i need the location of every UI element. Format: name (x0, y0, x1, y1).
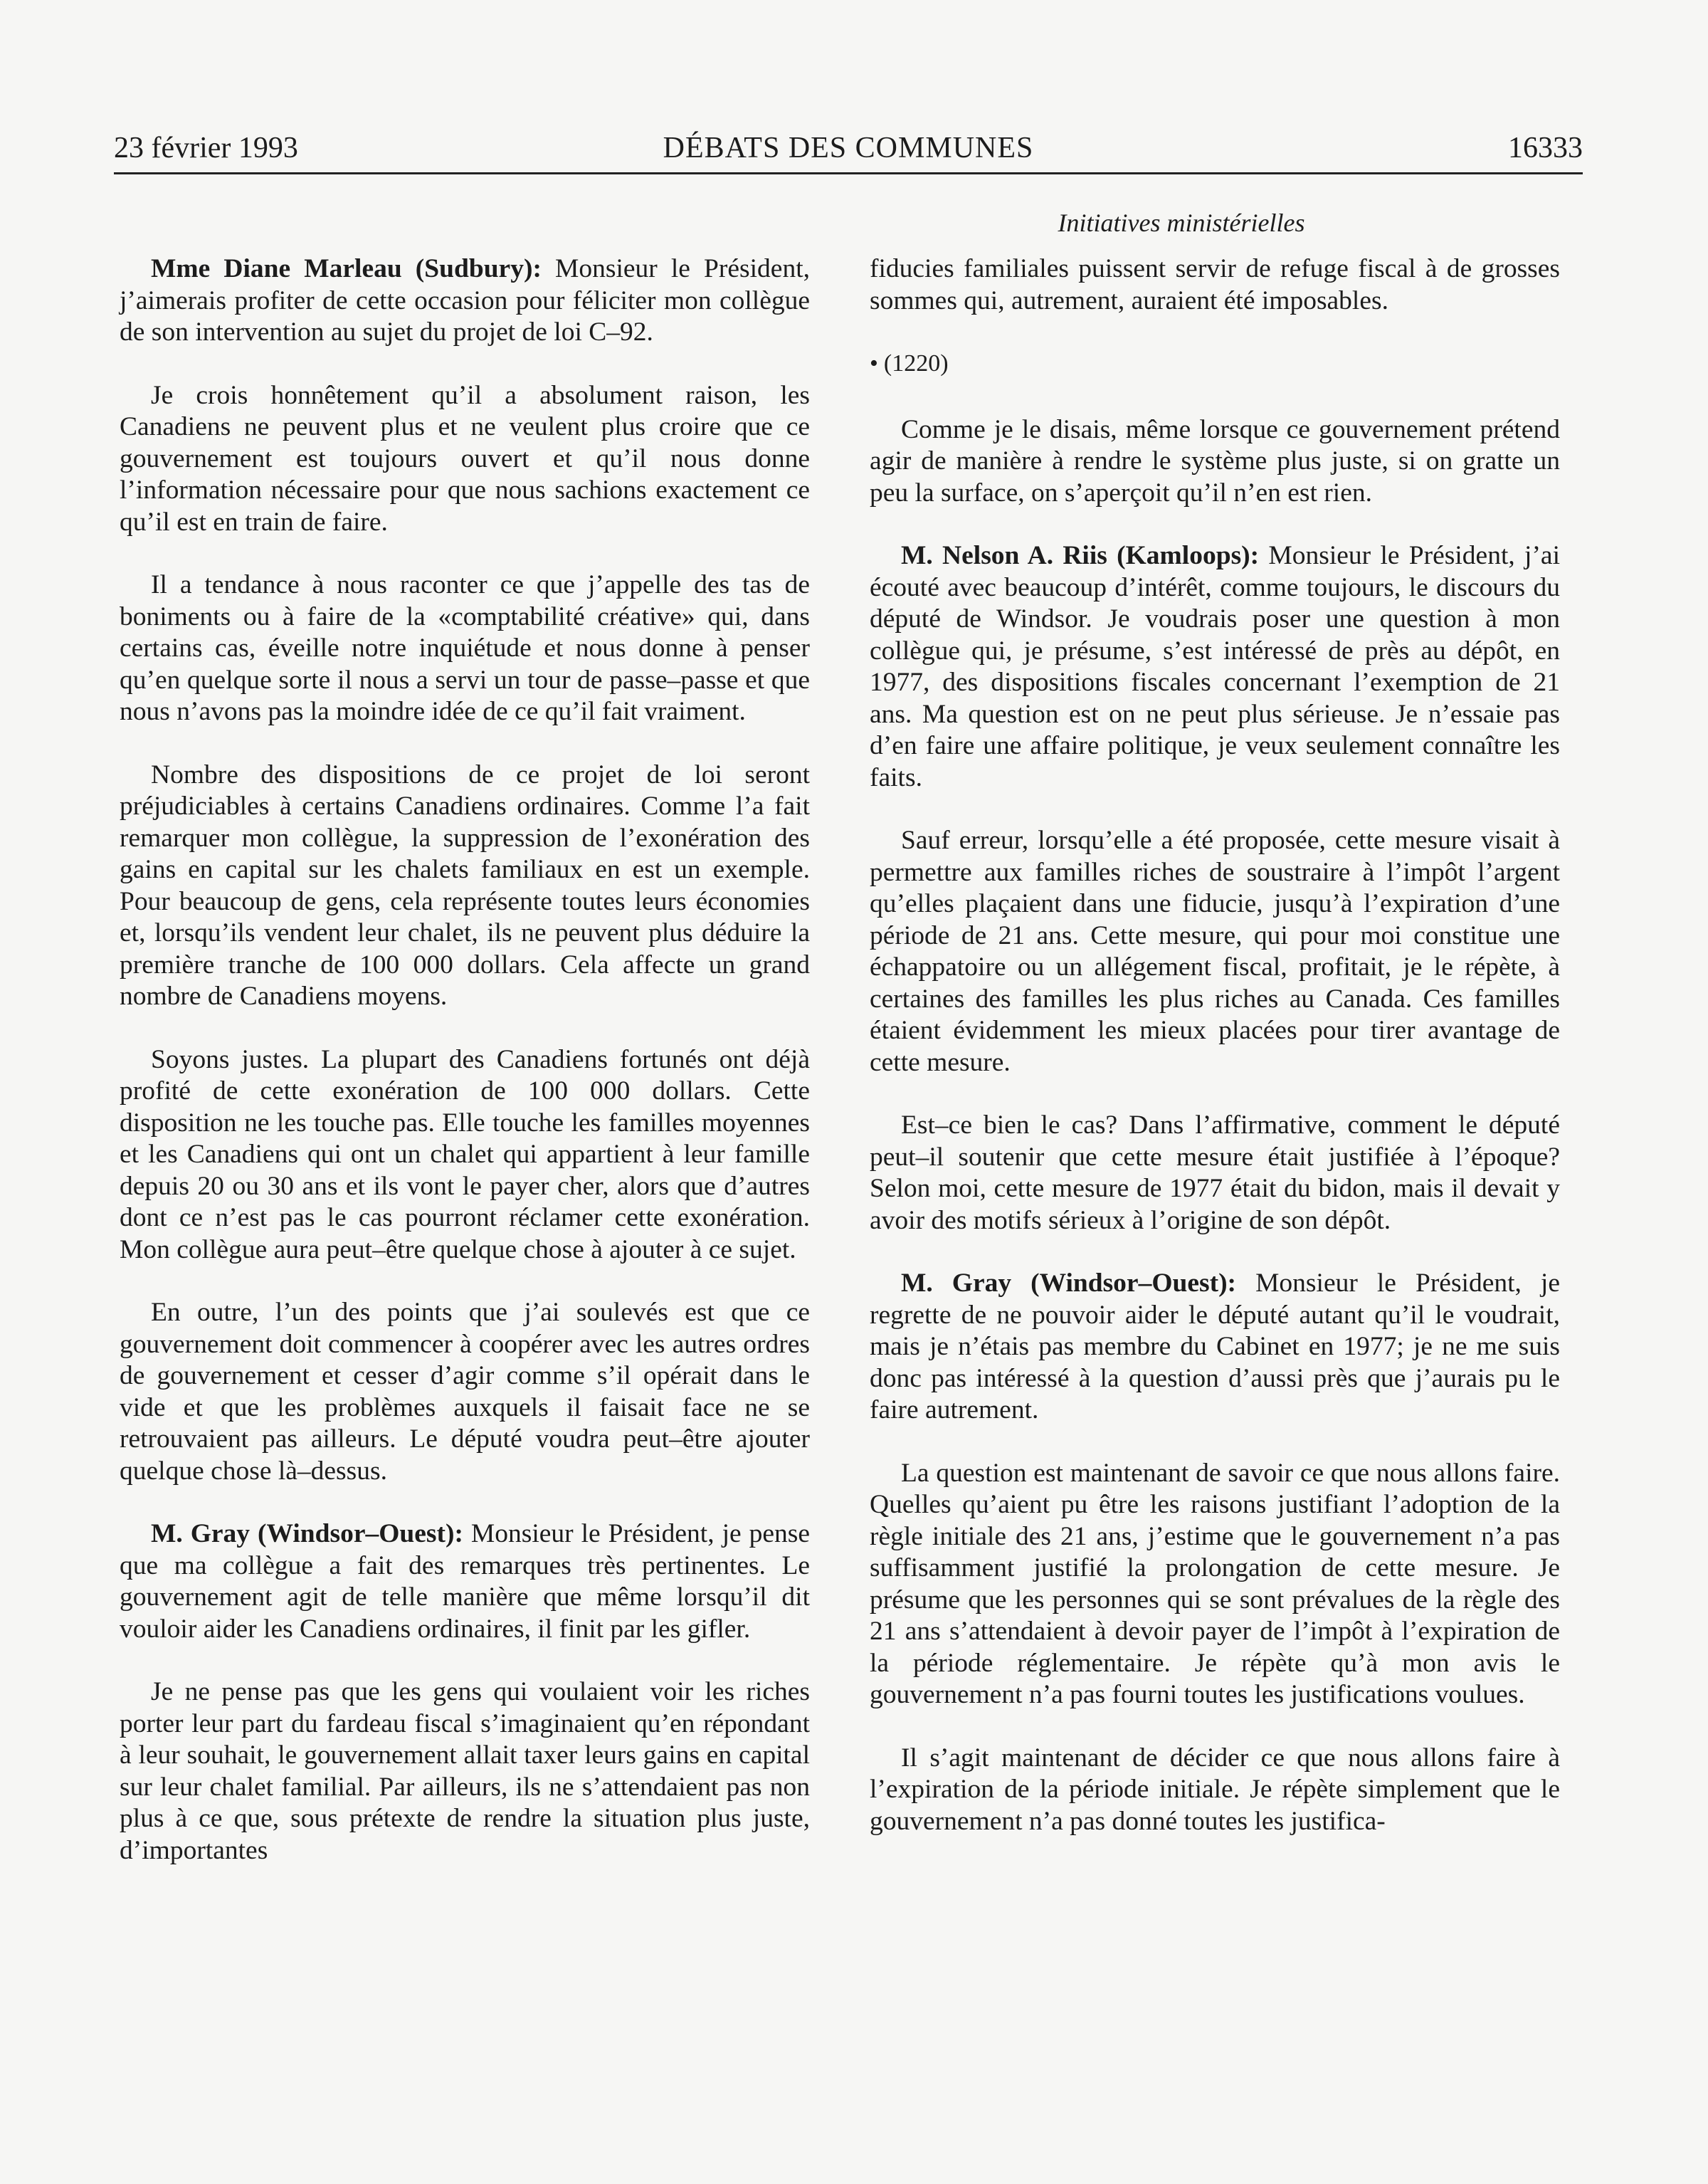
speaker-name: M. Gray (Windsor–Ouest): (901, 1269, 1237, 1298)
paragraph (870, 1268, 1560, 1427)
paragraph-text: Monsieur le Président, j’ai écouté avec beaucoup d’intérêt, comme toujours, le discours du député de Windsor. Je voudrais poser une question à mon collègue qui, je présume, s’est intéressé de près au dépôt, en 1977, des dispositions fiscales concernant l’exemption de 21 ans. Ma question est on ne peut plus sérieuse. Je n’essaie pas d’en faire une affaire politique, je veux seulement connaître les faits. (870, 541, 1560, 792)
left-column (120, 253, 810, 1898)
paragraph: Comme je le disais, même lorsque ce gouvernement prétend agir de manière à rendre le système plus juste, si on gratte un peu la surface, on s’aperçoit qu’il n’en est rien. (870, 414, 1560, 508)
paragraph: Il a tendance à nous raconter ce que j’appelle des tas de boniments ou à faire de la «comptabilité créative» qui, dans certains cas, éveille notre inquiétude et nous donne à penser qu’en quelque sorte il nous a servi un tour de passe–passe et que nous n’avons pas la moindre idée de ce qu’il fait vraiment. (120, 570, 810, 726)
paragraph: La question est maintenant de savoir ce que nous allons faire. Quelles qu’aient pu être les raisons justifiant l’adoption de la règle initiale des 21 ans, j’estime que le gouvernement n’a pas suffisamment justifié la prolongation de cette mesure. Je présume que les personnes qui se sont prévalues de la règle des 21 ans s’attendaient à devoir payer de l’impôt à l’expiration de la période réglementaire. Je répète qu’à mon avis le gouvernement n’a pas fourni toutes les justifications voulues. (870, 1458, 1560, 1709)
speaker-name: M. Nelson A. Riis (Kamloops): (901, 541, 1260, 570)
paragraph (120, 1518, 810, 1645)
speaker-name: Mme Diane Marleau (Sudbury): (151, 254, 542, 283)
right-column (870, 253, 1560, 1869)
bullet-icon: • (870, 350, 878, 377)
paragraph: Je crois honnêtement qu’il a absolument raison, les Canadiens ne peuvent plus et ne veulent plus croire que ce gouvernement est toujours ouvert et qu’il nous donne l’information nécessaire pour que nous sachions exactement ce qu’il est en train de faire. (120, 380, 810, 537)
paragraph: En outre, l’un des points que j’ai soulevés est que ce gouvernement doit commencer à coopérer avec les autres ordres de gouvernement et cesser d’agir comme s’il opérait dans le vide et que les problèmes auxquels il faisait face ne se retrouvaient pas ailleurs. Le député voudra peut–être ajouter quelque chose là–dessus. (120, 1298, 810, 1486)
paragraph-text: Monsieur le Président, je pense que ma collègue a fait des remarques très pertinentes. Le gouvernement agit de telle manière que même lorsqu’il dit vouloir aider les Canadiens ordinaires, il finit par les gifler. (120, 1519, 810, 1644)
publication-title: DÉBATS DES COMMUNES (663, 132, 1034, 164)
paragraph (870, 540, 1560, 794)
paragraph: Il s’agit maintenant de décider ce que nous allons faire à l’expiration de la période initiale. Je répète simplement que le gouvernement n’a pas donné toutes les justifica- (870, 1743, 1560, 1836)
paragraph-text: Monsieur le Président, je regrette de ne pouvoir aider le député autant qu’il le voudrait, mais je n’étais pas membre du Cabinet en 1977; je ne me suis donc pas intéressé à la question d’aussi près que j’aurais pu le faire autrement. (870, 1269, 1560, 1424)
header-date: 23 février 1993 (114, 132, 298, 164)
timestamp-text: (1220) (883, 350, 949, 377)
paragraph: Soyons justes. La plupart des Canadiens fortunés ont déjà profité de cette exonération de 100 000 dollars. Cette disposition ne les touche pas. Elle touche les familles moyennes et les Canadiens qui ont un chalet qui appartient à leur famille depuis 20 ou 30 ans et ils vont le payer cher, alors que d’autres dont ce n’est pas le cas pourront réclamer cette exonération. Mon collègue aura peut–être quelque chose à ajouter à ce sujet. (120, 1044, 810, 1264)
paragraph: Je ne pense pas que les gens qui voulaient voir les riches porter leur part du fardeau fiscal s’imaginaient qu’en répondant à leur souhait, le gouvernement allait taxer leurs gains en capital sur leur chalet familial. Par ailleurs, ils ne s’attendaient pas non plus à ce que, sous prétexte de rendre la situation plus juste, d’importantes (120, 1677, 810, 1865)
paragraph-text: Monsieur le Président, j’aimerais profiter de cette occasion pour féliciter mon collègue de son intervention au sujet du projet de loi C–92. (120, 254, 810, 347)
paragraph: Est–ce bien le cas? Dans l’affirmative, comment le député peut–il soutenir que cette mesure était justifiée à l’époque? Selon moi, cette mesure de 1977 était du bidon, mais il devait y avoir des motifs sérieux à l’origine de son dépôt. (870, 1111, 1560, 1235)
paragraph (120, 253, 810, 349)
paragraph: Nombre des dispositions de ce projet de loi seront préjudiciables à certains Canadiens ordinaires. Comme l’a fait remarquer mon collègue, la suppression de l’exonération des gains en capital sur les chalets familiaux en est un exemple. Pour beaucoup de gens, cela représente toutes leurs économies et, lorsqu’ils vendent leur chalet, ils ne peuvent plus déduire la première tranche de 100 000 dollars. Cela affecte un grand nombre de Canadiens moyens. (120, 760, 810, 1011)
timestamp (870, 348, 1560, 380)
paragraph-continuation: fiducies familiales puissent servir de refuge fiscal à de grosses sommes qui, autrement, auraient été imposables. (870, 254, 1560, 315)
paragraph: Sauf erreur, lorsqu’elle a été proposée, cette mesure visait à permettre aux familles riches de soustraire à l’impôt l’argent qu’elles plaçaient dans une fiducie, jusqu’à l’expiration d’une période de 21 ans. Cette mesure, qui pour moi constitue une échappatoire ou un allégement fiscal, profitait, je le répète, à certaines des familles les plus riches au Canada. Ces familles étaient évidemment les mieux placées pour tirer avantage de cette mesure. (870, 826, 1560, 1077)
page-header (114, 128, 1583, 168)
page-number: 16333 (1508, 132, 1583, 164)
speaker-name: M. Gray (Windsor–Ouest): (151, 1519, 463, 1548)
section-label: Initiatives ministérielles (1058, 209, 1305, 237)
header-rule (114, 172, 1583, 174)
